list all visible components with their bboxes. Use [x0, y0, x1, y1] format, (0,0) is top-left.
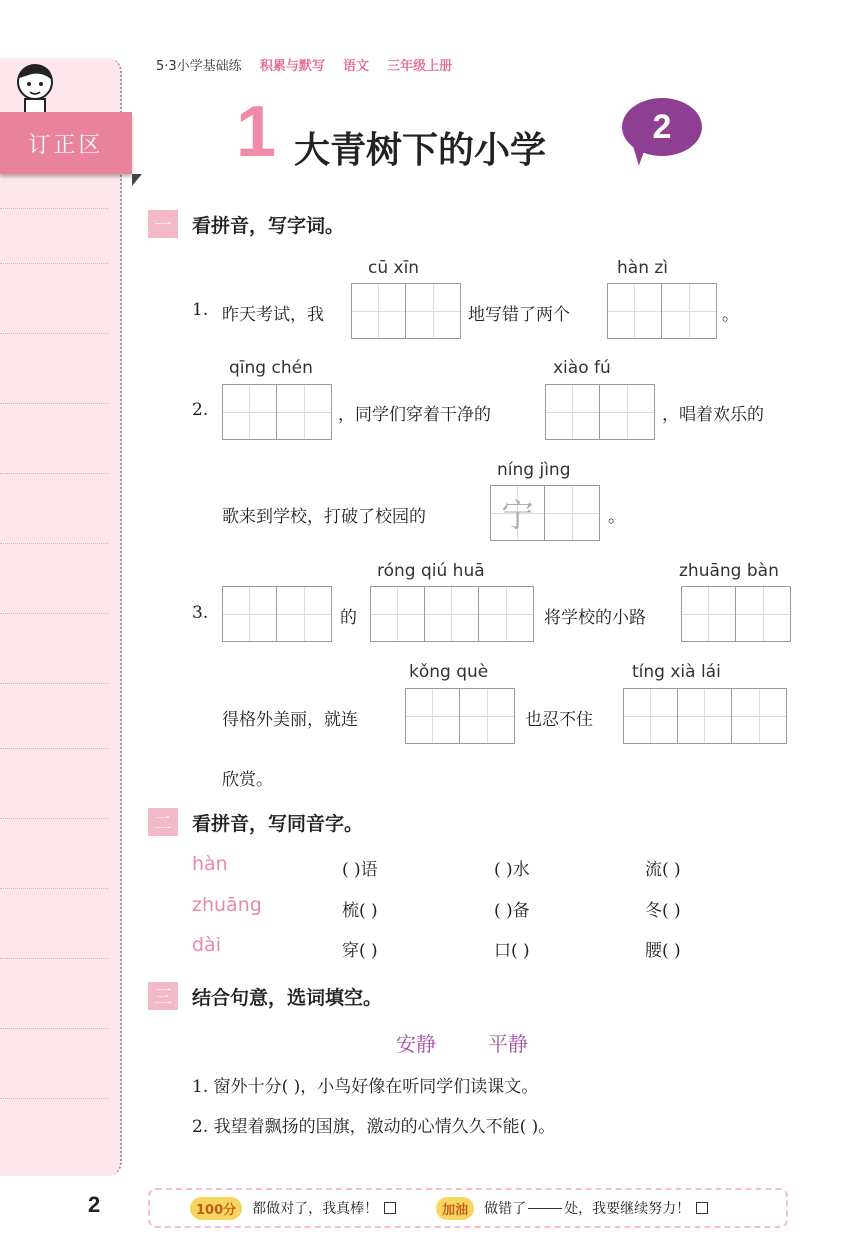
answer-boxes-blank[interactable]: [222, 586, 332, 642]
answer-boxes-hanzi[interactable]: [607, 283, 717, 339]
pinyin-rongqiuhua: róng qiú huā: [377, 561, 485, 581]
tag-accumulation: 积累与默写: [259, 59, 325, 74]
mistake-count-blank[interactable]: [528, 1208, 562, 1209]
answer-boxes-kongque[interactable]: [405, 688, 515, 744]
pinyin-ningjing: níng jìng: [497, 460, 571, 480]
writing-cell[interactable]: [277, 587, 331, 641]
writing-cell[interactable]: [732, 689, 786, 743]
checkbox-all-correct[interactable]: [384, 1202, 396, 1214]
writing-cell[interactable]: [223, 385, 277, 439]
homophone-blank[interactable]: 流( ): [645, 860, 681, 880]
header-tags: [156, 55, 466, 74]
answer-boxes-xiaofu[interactable]: [545, 384, 655, 440]
item-number: 2.: [192, 400, 209, 420]
pinyin-tingxialai: tíng xià lái: [632, 662, 721, 682]
self-assessment-text: 做错了: [484, 1201, 527, 1217]
answer-boxes-tingxialai[interactable]: [623, 688, 787, 744]
writing-cell[interactable]: [425, 587, 479, 641]
writing-cell[interactable]: [223, 587, 277, 641]
homophone-blank[interactable]: 口( ): [494, 941, 530, 961]
item-number: 3.: [192, 603, 209, 623]
writing-cell[interactable]: [624, 689, 678, 743]
writing-cell[interactable]: [371, 587, 425, 641]
self-assessment-text: 处，我要继续努力！: [564, 1201, 691, 1217]
sentence-text: 将学校的小路: [544, 608, 646, 628]
section-3-header: [148, 982, 382, 1010]
mascot-icon: [10, 60, 60, 115]
sentence-text: 得格外美丽，就连: [222, 710, 358, 730]
section-1-header: [148, 210, 344, 238]
keep-going-badge: 加油: [436, 1197, 474, 1220]
section-badge: 三: [148, 982, 178, 1010]
pinyin-xiaofu: xiào fú: [553, 358, 611, 378]
checkbox-some-wrong[interactable]: [696, 1202, 708, 1214]
pinyin-cuxin: cū xīn: [368, 258, 420, 278]
correction-column: [0, 58, 122, 1176]
answer-boxes-ningjing[interactable]: [490, 485, 600, 541]
sentence-text: 也忍不住: [525, 710, 593, 730]
writing-cell[interactable]: [277, 385, 331, 439]
writing-cell[interactable]: [352, 284, 406, 338]
item-number: 1.: [192, 300, 209, 320]
sentence-text: 地写错了两个: [468, 305, 570, 325]
homophone-blank[interactable]: ( )水: [494, 860, 530, 880]
answer-boxes-cuxin[interactable]: [351, 283, 461, 339]
sentence-text: 歌来到学校，打破了校园的: [222, 507, 426, 527]
pinyin-hanzi: hàn zì: [617, 258, 669, 278]
section-badge: 一: [148, 210, 178, 238]
tag-subject: 语文: [342, 59, 369, 74]
tag-grade: 三年级上册: [387, 59, 453, 74]
word-choice-pingjing: 平静: [488, 1032, 528, 1056]
writing-cell[interactable]: [608, 284, 662, 338]
homophone-blank[interactable]: ( )备: [494, 901, 530, 921]
pinyin-dai: dài: [192, 934, 221, 956]
sentence-text: 。: [608, 507, 625, 527]
section-2-header: [148, 808, 363, 836]
section-title: 看拼音，写同音字。: [192, 812, 364, 835]
perfect-score-badge: 100分: [190, 1197, 242, 1220]
series-label: 5·3小学基础练: [156, 59, 242, 74]
writing-cell[interactable]: [545, 486, 599, 540]
self-assessment-text: 都做对了，我真棒！: [252, 1201, 379, 1217]
sentence-text: ，唱着欢乐的: [662, 405, 764, 425]
homophone-blank[interactable]: 冬( ): [645, 901, 681, 921]
section-title: 结合句意，选词填空。: [192, 986, 383, 1009]
fill-sentence-2[interactable]: 2. 我望着飘扬的国旗，激动的心情久久不能( )。: [192, 1117, 556, 1137]
writing-cell[interactable]: [479, 587, 533, 641]
homophone-blank[interactable]: ( )语: [342, 860, 378, 880]
sentence-text: 昨天考试，我: [222, 305, 324, 325]
self-assessment-bar: [148, 1188, 788, 1228]
correction-tab: 订正区: [0, 112, 132, 174]
section-title: 看拼音，写字词。: [192, 214, 345, 237]
page-number: 2: [88, 1192, 101, 1217]
writing-cell[interactable]: [600, 385, 654, 439]
word-choice-anjing: 安静: [396, 1032, 436, 1056]
pinyin-kongque: kǒng què: [409, 662, 489, 682]
writing-cell[interactable]: [546, 385, 600, 439]
sentence-text: 的: [340, 608, 357, 628]
homophone-blank[interactable]: 穿( ): [342, 941, 378, 961]
writing-cell[interactable]: [736, 587, 790, 641]
writing-cell[interactable]: [662, 284, 716, 338]
writing-cell[interactable]: [678, 689, 732, 743]
fill-sentence-1[interactable]: 1. 窗外十分( )，小鸟好像在听同学们读课文。: [192, 1077, 539, 1097]
lesson-number: 1: [236, 92, 277, 172]
sentence-text: ，同学们穿着干净的: [338, 405, 491, 425]
lesson-part-bubble: 2: [622, 98, 702, 156]
pinyin-zhuangban: zhuāng bàn: [679, 561, 779, 581]
pinyin-han: hàn: [192, 853, 228, 875]
writing-cell[interactable]: [406, 284, 460, 338]
answer-boxes-rongqiuhua[interactable]: [370, 586, 534, 642]
writing-cell[interactable]: [491, 486, 545, 540]
writing-cell[interactable]: [406, 689, 460, 743]
pinyin-zhuang: zhuāng: [192, 894, 262, 916]
answer-boxes-zhuangban[interactable]: [681, 586, 791, 642]
hint-character: 宁: [501, 496, 534, 534]
writing-cell[interactable]: [460, 689, 514, 743]
sentence-text: 欣赏。: [222, 770, 273, 790]
writing-cell[interactable]: [682, 587, 736, 641]
homophone-blank[interactable]: 梳( ): [342, 901, 378, 921]
pinyin-qingchen: qīng chén: [229, 358, 313, 378]
sentence-text: 。: [722, 305, 739, 325]
section-badge: 二: [148, 808, 178, 836]
homophone-blank[interactable]: 腰( ): [645, 941, 681, 961]
lesson-title: 大青树下的小学: [294, 130, 547, 171]
answer-boxes-qingchen[interactable]: [222, 384, 332, 440]
